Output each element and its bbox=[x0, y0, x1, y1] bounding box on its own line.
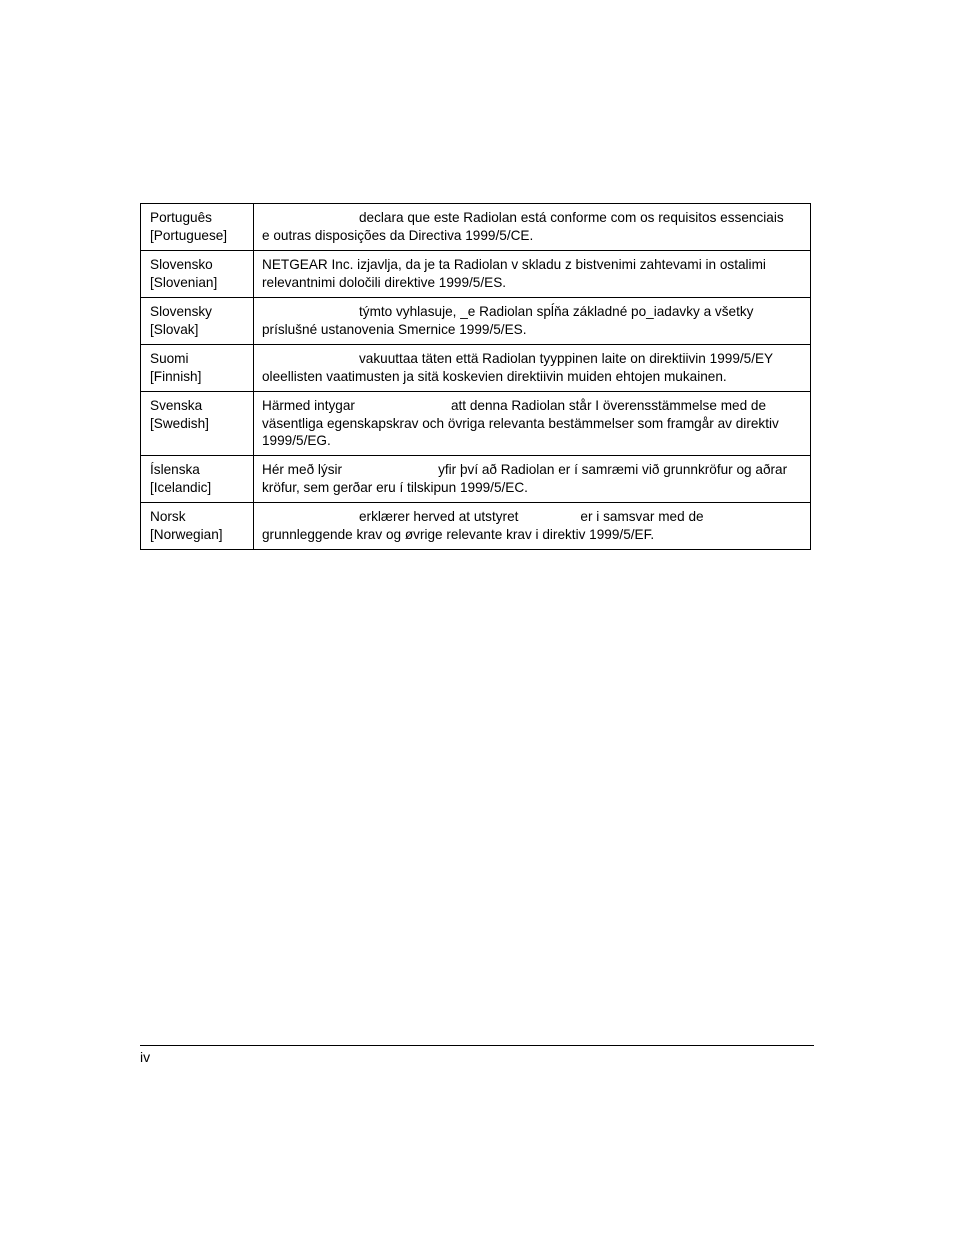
language-english: [Icelandic] bbox=[150, 479, 212, 495]
language-cell bbox=[141, 298, 254, 345]
table-row bbox=[141, 345, 811, 392]
language-english: [Swedish] bbox=[150, 415, 209, 431]
language-english: [Slovenian] bbox=[150, 274, 218, 290]
language-name: Suomi bbox=[150, 351, 189, 366]
declaration-line: grunnleggende krav og øvrige relevante krav i direktiv 1999/5/EF. bbox=[262, 526, 655, 542]
language-english: [Norwegian] bbox=[150, 526, 223, 542]
language-name: Slovensky bbox=[150, 304, 212, 319]
declaration-line bbox=[262, 508, 804, 526]
table-row bbox=[141, 251, 811, 298]
language-cell bbox=[141, 345, 254, 392]
language-english: [Portuguese] bbox=[150, 227, 228, 243]
table-row bbox=[141, 392, 811, 456]
language-name: Svenska bbox=[150, 398, 203, 413]
language-name: Íslenska bbox=[150, 462, 200, 477]
table-row bbox=[141, 503, 811, 550]
declaration-cell bbox=[254, 392, 811, 456]
declaration-cell bbox=[254, 298, 811, 345]
language-cell bbox=[141, 503, 254, 550]
language-english: [Slovak] bbox=[150, 321, 199, 337]
footer-divider bbox=[140, 1045, 814, 1046]
declaration-cell bbox=[254, 456, 811, 503]
declaration-fragment: erklærer herved at utstyret bbox=[359, 509, 519, 524]
declaration-fragment: yfir því að Radiolan er í samræmi við grunnkröfur og aðrar bbox=[438, 462, 788, 477]
language-cell bbox=[141, 251, 254, 298]
declaration-table bbox=[140, 203, 811, 550]
language-cell bbox=[141, 392, 254, 456]
language-english: [Finnish] bbox=[150, 368, 202, 384]
declaration-fragment: Hér með lýsir bbox=[262, 462, 343, 477]
declaration-line: príslušné ustanovenia Smernice 1999/5/ES. bbox=[262, 321, 527, 337]
declaration-line: kröfur, sem gerðar eru í tilskipun 1999/5/EC. bbox=[262, 479, 528, 495]
declaration-line bbox=[262, 461, 804, 479]
declaration-cell bbox=[254, 251, 811, 298]
declaration-fragment: er i samsvar med de bbox=[580, 509, 704, 524]
declaration-cell bbox=[254, 204, 811, 251]
declaration-line: declara que este Radiolan está conforme com os requisitos essenciais bbox=[359, 210, 784, 225]
language-name: Slovensko bbox=[150, 257, 213, 272]
declaration-line: NETGEAR Inc. izjavlja, da je ta Radiolan v skladu z bistvenimi zahtevami in ostalimi bbox=[262, 257, 766, 272]
declaration-cell bbox=[254, 503, 811, 550]
table-row bbox=[141, 298, 811, 345]
declaration-line: vakuuttaa täten että Radiolan tyyppinen laite on direktiivin 1999/5/EY bbox=[359, 351, 774, 366]
declaration-line: e outras disposições da Directiva 1999/5/CE. bbox=[262, 227, 534, 243]
page-number: iv bbox=[140, 1049, 151, 1065]
declaration-line: väsentliga egenskapskrav och övriga relevanta bestämmelser som framgår av direktiv bbox=[262, 415, 779, 431]
language-name: Norsk bbox=[150, 509, 186, 524]
declaration-cell bbox=[254, 345, 811, 392]
declaration-line: relevantnimi določili direktive 1999/5/ES. bbox=[262, 274, 507, 290]
declaration-fragment: att denna Radiolan står I överensstämmelse med de bbox=[450, 398, 767, 413]
declaration-line: oleellisten vaatimusten ja sitä koskevien direktiivin muiden ehtojen mukainen. bbox=[262, 368, 727, 384]
language-cell bbox=[141, 456, 254, 503]
declaration-line: týmto vyhlasuje, _e Radiolan spĺňa základné po_iadavky a všetky bbox=[359, 304, 754, 319]
declaration-line: 1999/5/EG. bbox=[262, 433, 331, 448]
table-row bbox=[141, 456, 811, 503]
declaration-fragment: Härmed intygar bbox=[262, 398, 355, 413]
declaration-line bbox=[262, 397, 804, 415]
table-row bbox=[141, 204, 811, 251]
language-name: Português bbox=[150, 210, 212, 225]
language-cell bbox=[141, 204, 254, 251]
